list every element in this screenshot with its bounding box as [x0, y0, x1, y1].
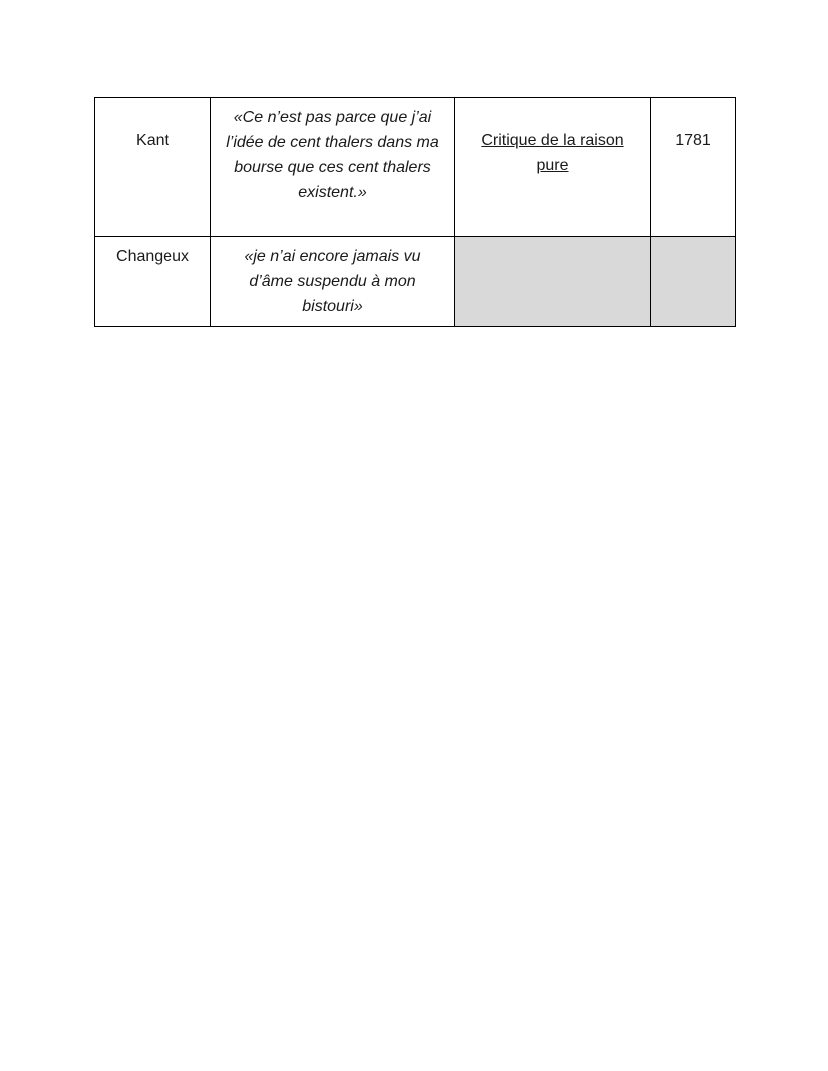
- author-cell: Kant: [95, 98, 211, 237]
- quote-cell: «je n’ai encore jamais vu d’âme suspendu à mon bistouri»: [211, 237, 455, 327]
- work-title-link[interactable]: Critique de la raison pure: [481, 132, 624, 174]
- year-cell: 1781: [651, 98, 736, 237]
- work-cell: [455, 98, 651, 237]
- table-row: [95, 98, 736, 237]
- table-row: [95, 237, 736, 327]
- author-cell: Changeux: [95, 237, 211, 327]
- work-cell-empty: [455, 237, 651, 327]
- year-cell-empty: [651, 237, 736, 327]
- quotes-table: [94, 97, 736, 327]
- quote-cell: «Ce n’est pas parce que j’ai l’idée de cent thalers dans ma bourse que ces cent thalers existent.»: [211, 98, 455, 237]
